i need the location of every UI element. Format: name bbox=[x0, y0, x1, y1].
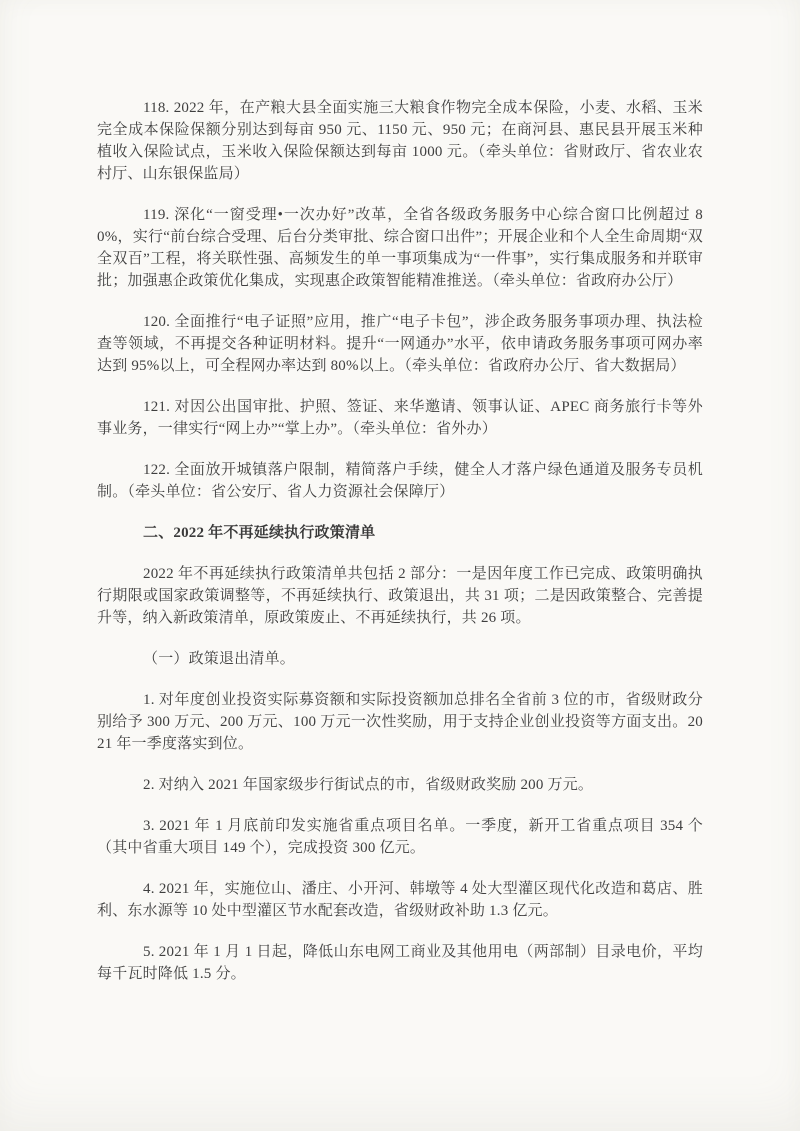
paragraph-item-119: 119. 深化“一窗受理•一次办好”改革，全省各级政务服务中心综合窗口比例超过 80%，实行“前台综合受理、后台分类审批、综合窗口出件”；开展企业和个人全生命周期“双全双百”工程，将关联性强、高频发生的单一事项集成为“一件事”，实行集成服务和并联审批；加强惠企政策优化集成，实现惠企政策智能精准推送。（牵头单位：省政府办公厅） bbox=[97, 207, 703, 289]
exit-list-item-2: 2. 对纳入 2021 年国家级步行街试点的市，省级财政奖励 200 万元。 bbox=[143, 777, 594, 793]
exit-list-item-4: 4. 2021 年，实施位山、潘庄、小开河、韩墩等 4 处大型灌区现代化改造和葛店、胜利、东水源等 10 处中型灌区节水配套改造，省级财政补助 1.3 亿元。 bbox=[97, 881, 703, 919]
subsection-1-heading: （一）政策退出清单。 bbox=[143, 651, 296, 667]
exit-list-item-3: 3. 2021 年 1 月底前印发实施省重点项目名单。一季度，新开工省重点项目 354 个（其中省重大项目 149 个），完成投资 300 亿元。 bbox=[97, 818, 703, 856]
paragraph-item-120: 120. 全面推行“电子证照”应用，推广“电子卡包”，涉企政务服务事项办理、执法检查等领域，不再提交各种证明材料。提升“一网通办”水平，依申请政务服务事项可网办率达到 95%以上，可全程网办率达到 80%以上。（牵头单位：省政府办公厅、省大数据局） bbox=[97, 314, 703, 374]
section-2-intro: 2022 年不再延续执行政策清单共包括 2 部分：一是因年度工作已完成、政策明确执行期限或国家政策调整等，不再延续执行、政策退出，共 31 项；二是因政策整合、完善提升等，纳入新政策清单，原政策废止、不再延续执行，共 26 项。 bbox=[97, 566, 703, 626]
paragraph-item-122: 122. 全面放开城镇落户限制，精简落户手续，健全人才落户绿色通道及服务专员机制。（牵头单位：省公安厅、省人力资源社会保障厅） bbox=[97, 462, 703, 500]
exit-list-item-5: 5. 2021 年 1 月 1 日起，降低山东电网工商业及其他用电（两部制）目录电价，平均每千瓦时降低 1.5 分。 bbox=[97, 944, 703, 982]
exit-list-item-1: 1. 对年度创业投资实际募资额和实际投资额加总排名全省前 3 位的市，省级财政分别给予 300 万元、200 万元、100 万元一次性奖励，用于支持企业创业投资等方面支出。2021 年一季度落实到位。 bbox=[97, 692, 703, 752]
paragraph-item-118: 118. 2022 年，在产粮大县全面实施三大粮食作物完全成本保险，小麦、水稻、玉米完全成本保险保额分别达到每亩 950 元、1150 元、950 元；在商河县、惠民县开展玉米种植收入保险试点，玉米收入保险保额达到每亩 1000 元。（牵头单位：省财政厅、省农业农村厅、山东银保监局） bbox=[97, 100, 703, 182]
paragraph-item-121: 121. 对因公出国审批、护照、签证、来华邀请、领事认证、APEC 商务旅行卡等外事业务，一律实行“网上办”“掌上办”。（牵头单位：省外办） bbox=[97, 399, 703, 437]
section-2-heading: 二、2022 年不再延续执行政策清单 bbox=[143, 525, 376, 541]
document-content bbox=[97, 97, 703, 985]
